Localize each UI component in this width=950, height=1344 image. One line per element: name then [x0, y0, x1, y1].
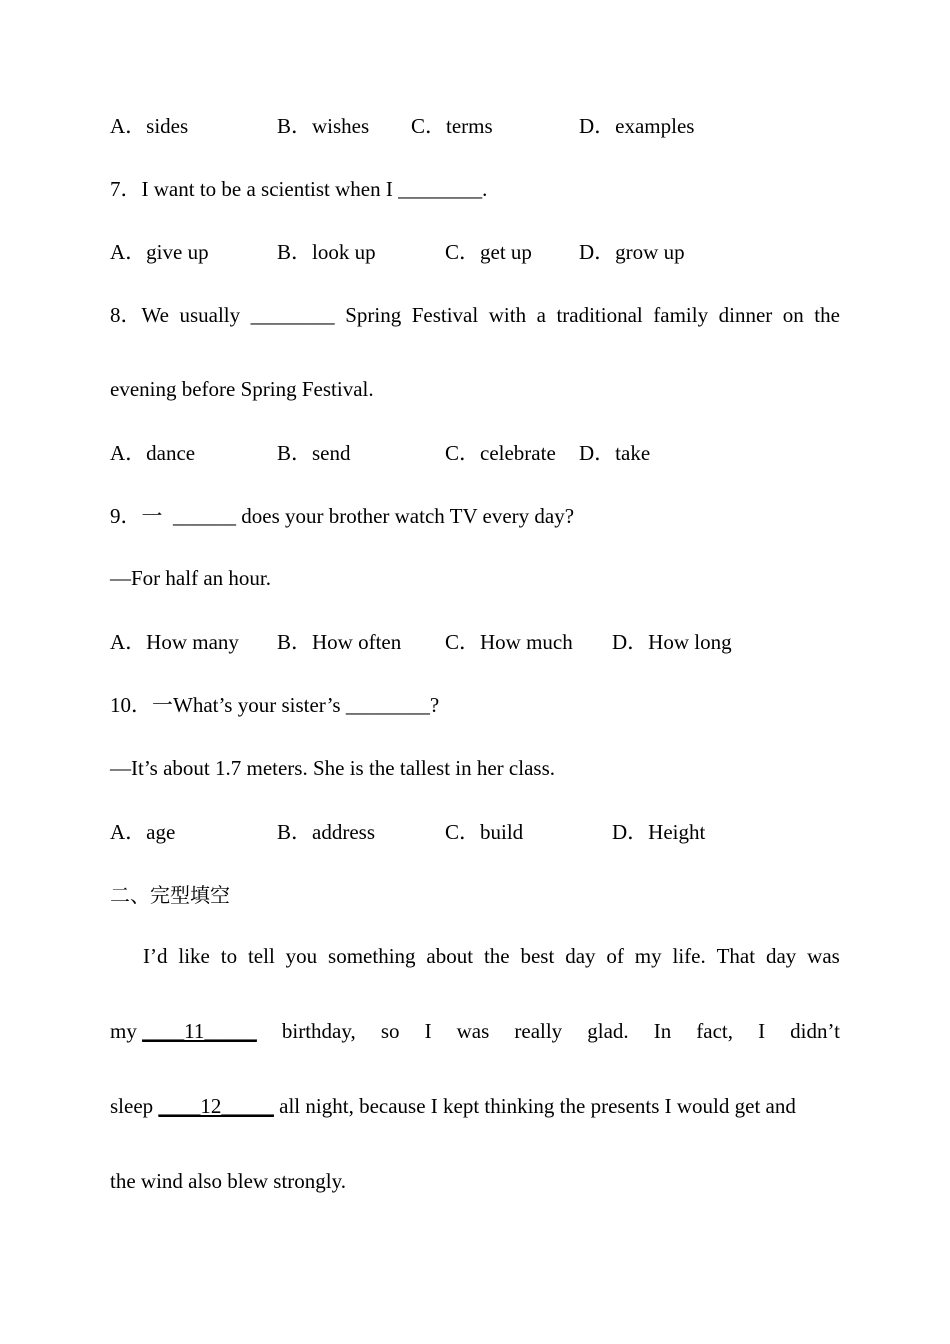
q9-option-a: A．How many — [110, 630, 239, 654]
passage-word: the — [483, 944, 510, 968]
passage-word: of — [606, 944, 624, 968]
passage-word: was — [456, 1019, 490, 1043]
passage-word: didn’t — [790, 1019, 840, 1043]
passage-word: my — [634, 944, 662, 968]
q8-word: 8．We — [110, 303, 169, 327]
q6-option-b: B．wishes — [277, 114, 370, 138]
passage-word: That — [716, 944, 756, 968]
blank-12: ____12_____ — [158, 1094, 274, 1118]
passage-word: fact, — [696, 1019, 734, 1043]
passage-line-4: the wind also blew strongly. — [110, 1169, 347, 1193]
q9-option-d: D．How long — [612, 630, 732, 654]
passage-text: all night, because I kept thinking the presents I would get and — [273, 1094, 796, 1118]
q8-word: the — [814, 303, 840, 327]
q8-option-d: D．take — [579, 441, 651, 465]
passage-word: best — [520, 944, 555, 968]
q8-stem-line1 — [110, 305, 840, 329]
passage-word: sleep — [110, 1094, 159, 1118]
q9-option-c: C．How much — [445, 630, 573, 654]
q6-option-d: D．examples — [579, 114, 695, 138]
passage-word: was — [807, 944, 840, 968]
passage-word: tell — [247, 944, 275, 968]
passage-word: you — [285, 944, 318, 968]
q10-option-d: D．Height — [612, 820, 706, 844]
q8-stem-line2: evening before Spring Festival. — [110, 377, 374, 401]
q9-options — [110, 632, 850, 656]
q10-option-a: A．age — [110, 820, 176, 844]
q6-option-a: A．sides — [110, 114, 189, 138]
passage-word: day — [765, 944, 797, 968]
q8-word: usually — [179, 303, 241, 327]
q9-answer: —For half an hour. — [110, 566, 271, 590]
passage-word: birthday, — [281, 1019, 356, 1043]
section-title: 二、完型填空 — [110, 883, 230, 907]
q8-option-a: A．dance — [110, 441, 196, 465]
passage-line-3 — [110, 1096, 796, 1117]
q10-option-c: C．build — [445, 820, 524, 844]
q8-option-c: C．celebrate — [445, 441, 556, 465]
passage-word: really — [514, 1019, 563, 1043]
q7-options — [110, 242, 850, 266]
passage-word: my — [110, 1019, 143, 1043]
q6-options — [110, 116, 850, 140]
q8-word: a — [536, 303, 546, 327]
passage-word: I — [424, 1019, 432, 1043]
q8-word: on — [782, 303, 804, 327]
q8-option-b: B．send — [277, 441, 351, 465]
passage-word: In — [653, 1019, 672, 1043]
q10-options — [110, 822, 850, 846]
q7-option-d: D．grow up — [579, 240, 685, 264]
q7-option-a: A．give up — [110, 240, 209, 264]
q7-option-c: C．get up — [445, 240, 532, 264]
q8-blank: ________ — [250, 303, 335, 327]
passage-word: life. — [672, 944, 706, 968]
passage-word: about — [426, 944, 474, 968]
q8-word: traditional — [556, 303, 643, 327]
q7-stem: 7．I want to be a scientist when I ________. — [110, 177, 488, 201]
q9-option-b: B．How often — [277, 630, 402, 654]
passage-line-1 — [143, 946, 840, 970]
q8-word: family — [653, 303, 709, 327]
passage-segment — [110, 1021, 257, 1045]
q10-answer: —It’s about 1.7 meters. She is the tallest in her class. — [110, 756, 555, 780]
q8-options — [110, 443, 850, 467]
passage-word: to — [220, 944, 238, 968]
passage-word: so — [380, 1019, 400, 1043]
passage-word: I — [758, 1019, 766, 1043]
q8-word: Spring — [345, 303, 402, 327]
q10-stem: 10．一What’s your sister’s ________? — [110, 693, 440, 717]
q8-word: Festival — [411, 303, 479, 327]
passage-word: I’d — [143, 944, 168, 968]
q6-option-c: C．terms — [411, 114, 493, 138]
passage-line-2 — [110, 1021, 840, 1045]
passage-word: glad. — [587, 1019, 629, 1043]
q9-stem: 9．一 ______ does your brother watch TV every day? — [110, 504, 575, 528]
q8-word: with — [488, 303, 527, 327]
passage-word: like — [178, 944, 210, 968]
blank-11: ____11_____ — [142, 1019, 257, 1043]
q8-word: dinner — [718, 303, 773, 327]
q10-option-b: B．address — [277, 820, 375, 844]
q7-option-b: B．look up — [277, 240, 376, 264]
passage-word: something — [328, 944, 416, 968]
passage-word: day — [565, 944, 596, 968]
